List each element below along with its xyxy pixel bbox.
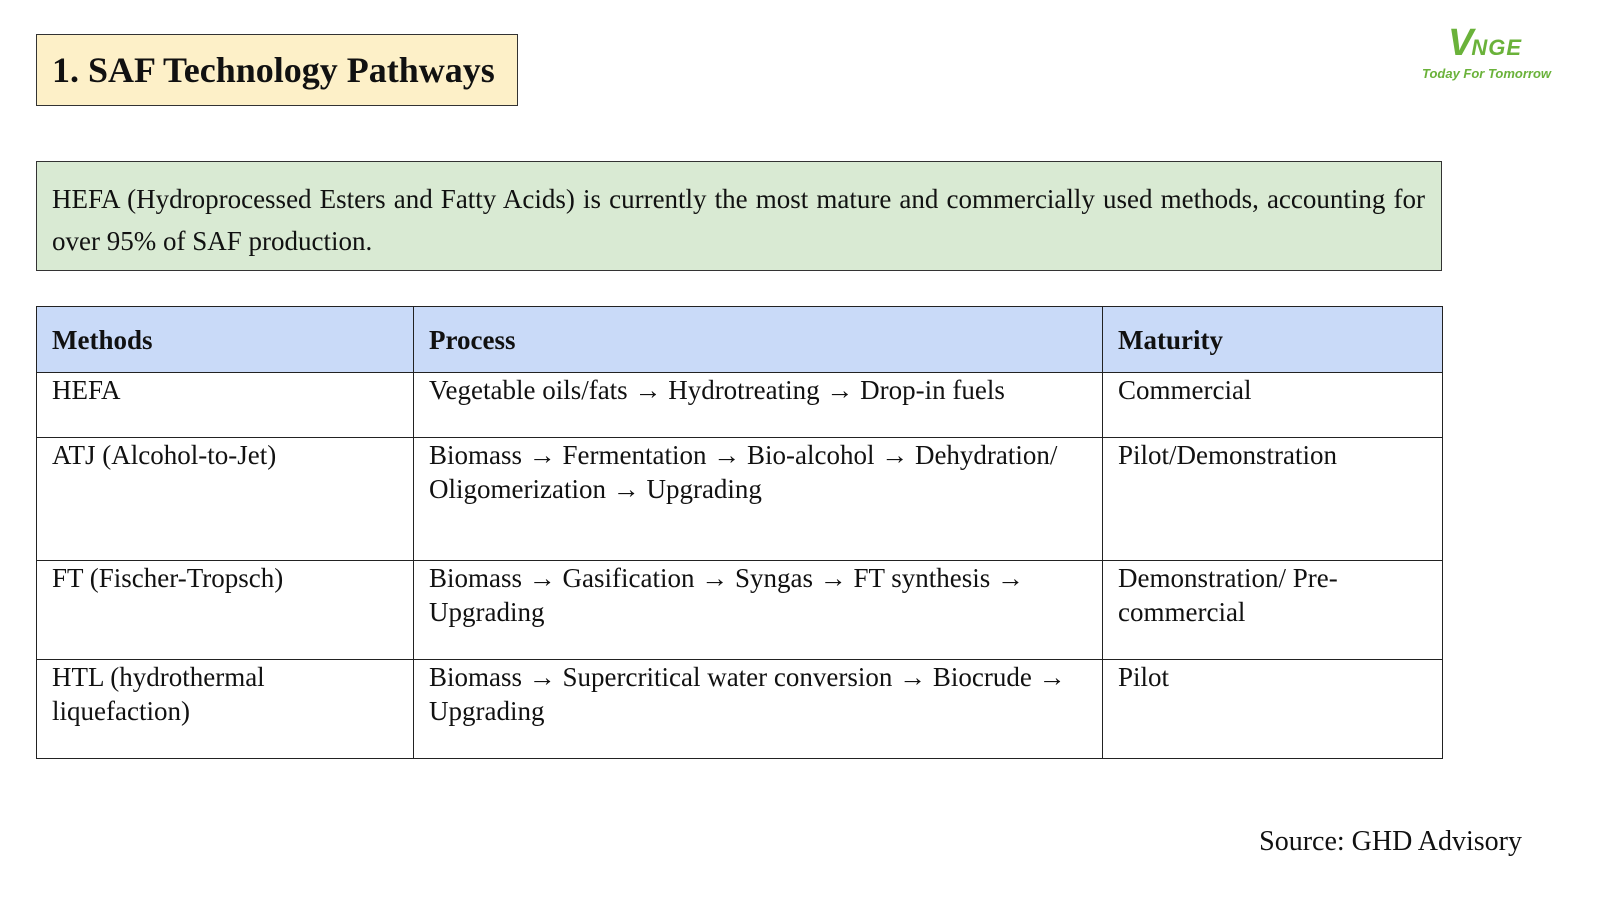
table-row <box>37 561 1443 660</box>
header-methods: Methods <box>37 307 414 373</box>
vnge-logo <box>1412 18 1562 88</box>
table-row <box>37 373 1443 438</box>
summary-text: HEFA (Hydroprocessed Esters and Fatty Acids) is currently the most mature and commercially used methods, accounting for over 95% of SAF production. <box>52 184 1425 256</box>
logo-wordmark <box>1448 22 1522 65</box>
source-note: Source: GHD Advisory <box>1259 826 1522 857</box>
pathways-table <box>36 306 1443 759</box>
process-cell: Biomass → Fermentation → Bio-alcohol → Dehydration/ Oligomerization → Upgrading <box>414 438 1103 561</box>
maturity-cell: Commercial <box>1103 373 1443 438</box>
header-maturity: Maturity <box>1103 307 1443 373</box>
method-cell: FT (Fischer-Tropsch) <box>37 561 414 660</box>
logo-initial: V <box>1448 22 1472 64</box>
logo-tagline: Today For Tomorrow <box>1422 66 1552 81</box>
maturity-cell: Pilot/Demonstration <box>1103 438 1443 561</box>
logo-rest: NGE <box>1471 35 1523 60</box>
maturity-cell: Demonstration/ Pre-commercial <box>1103 561 1443 660</box>
table-row <box>37 660 1443 759</box>
process-cell: Biomass → Gasification → Syngas → FT synthesis → Upgrading <box>414 561 1103 660</box>
maturity-cell: Pilot <box>1103 660 1443 759</box>
method-cell: ATJ (Alcohol-to-Jet) <box>37 438 414 561</box>
process-cell: Vegetable oils/fats → Hydrotreating → Drop-in fuels <box>414 373 1103 438</box>
process-cell: Biomass → Supercritical water conversion → Biocrude → Upgrading <box>414 660 1103 759</box>
page-title: 1. SAF Technology Pathways <box>52 50 495 90</box>
method-cell: HEFA <box>37 373 414 438</box>
title-box <box>36 34 518 106</box>
header-process: Process <box>414 307 1103 373</box>
summary-box <box>36 161 1442 271</box>
method-cell: HTL (hydrothermal liquefaction) <box>37 660 414 759</box>
table-header-row <box>37 307 1443 373</box>
table-row <box>37 438 1443 561</box>
